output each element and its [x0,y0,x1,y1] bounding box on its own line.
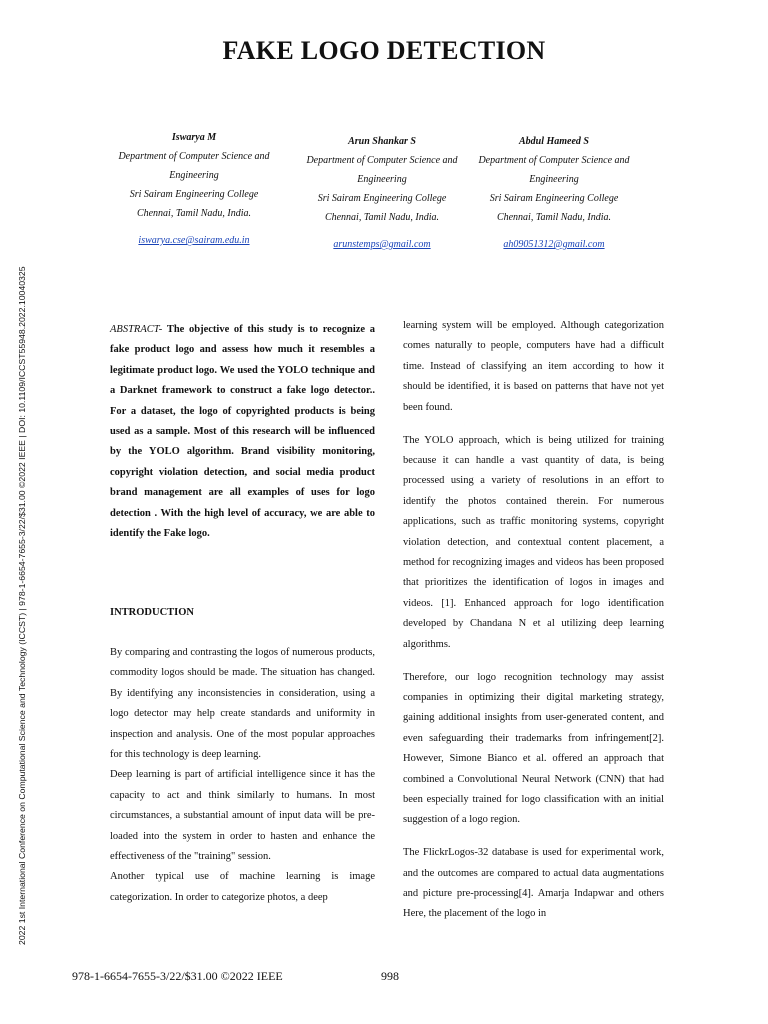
body-paragraph: learning system will be employed. Although categorization comes naturally to people, computers have had a difficult time. Instead of classifying an item according to how it should be identified, it is based on patterns that have not yet been found. [403,320,664,413]
author-location: Chennai, Tamil Nadu, India. [324,212,440,223]
abstract-paragraph [110,320,375,544]
author-block-3 [472,132,636,254]
author-email-link[interactable]: ah09051312@gmail.com [503,239,605,250]
author-name: Iswarya M [171,132,217,143]
author-block-1 [112,128,276,250]
body-paragraph: Another typical use of machine learning is image categorization. In order to categorize photos, a deep [110,871,375,903]
conference-side-banner: 2022 1st International Conference on Computational Science and Technology (ICCST) | 978-1-6654-7655-3/22/$31.00 ©2022 IEEE | DOI: 10.1109/ICCST55948.2022.10040325 [17,266,27,945]
introduction-heading: INTRODUCTION [110,607,195,618]
right-column [403,316,664,925]
author-department: Department of Computer Science and [118,151,270,162]
author-department: Department of Computer Science and [478,155,630,166]
body-paragraph: Deep learning is part of artificial intelligence since it has the capacity to act and think similarly to humans. In most circumstances, a substantial amount of input data will be pre-loaded into the system in order to hasten and enhance the effectiveness of the "training" session. [110,769,375,863]
page-number: 998 [381,969,399,983]
body-paragraph: The YOLO approach, which is being utilized for training because it can handle a vast quantity of data, is being processed using a variety of resolutions in an effort to identify the photos contained therein. For numerous applications, such as traffic monitoring systems, copyright violation detection, and contextual content placement, a method for recognizing images and videos has been proposed that prioritizes the identification of logos in images and videos. [1]. Enhanced approach for logo identification developed by Chandana N et al utilizing deep learning algorithms. [403,434,664,650]
body-paragraph: The FlickrLogos-32 database is used for experimental work, and the outcomes are compared to actual data augmentations and picture pre-processing[4]. Amarja Indapwar and others Here, the placement of the logo in [403,847,664,920]
author-college: Sri Sairam Engineering College [317,193,447,204]
author-department: Engineering [357,174,407,185]
author-email-link[interactable]: arunstemps@gmail.com [333,239,431,250]
abstract-label: ABSTRACT- [110,324,163,335]
author-location: Chennai, Tamil Nadu, India. [496,212,612,223]
footer-isbn: 978-1-6654-7655-3/22/$31.00 ©2022 IEEE [72,969,283,983]
author-name: Arun Shankar S [348,136,416,147]
author-college: Sri Sairam Engineering College [129,189,259,200]
author-name: Abdul Hameed S [518,136,589,147]
author-department: Department of Computer Science and [306,155,458,166]
author-block-2 [300,132,464,254]
introduction-body [110,643,375,908]
abstract-text: The objective of this study is to recognize a fake product logo and assess how much it resembles a legitimate product logo. We used the YOLO technique and a Darknet framework to construct a fake logo detector.. For a dataset, the logo of copyrighted products is being used as a sample. Most of this research will be influenced by the YOLO algorithm. Brand visibility monitoring, copyright violation detection, and social media product brand management are all examples of uses for logo detection . With the high level of accuracy, we are able to identify the Fake logo. [110,324,376,540]
body-paragraph: By comparing and contrasting the logos of numerous products, commodity logos should be made. The situation has changed. By identifying any inconsistencies in consideration, using a logo detector may help create standards and uniformity in inspection and analysis. One of the most popular approaches for this technology is deep learning. [110,647,375,761]
author-college: Sri Sairam Engineering College [489,193,619,204]
author-department: Engineering [529,174,579,185]
author-department: Engineering [169,170,219,181]
author-location: Chennai, Tamil Nadu, India. [136,208,252,219]
body-paragraph: Therefore, our logo recognition technology may assist companies in optimizing their digital marketing strategy, gaining additional insights from user-generated content, and even safeguarding their trademarks from infringement[2]. However, Simone Bianco et al. offered an approach that combined a Convolutional Neural Network (CNN) that had been especially trained for logo classification with an initial suggestion of a logo region. [403,671,664,826]
left-column [110,320,375,544]
paper-title: FAKE LOGO DETECTION [222,36,546,65]
author-email-link[interactable]: iswarya.cse@sairam.edu.in [138,235,250,246]
